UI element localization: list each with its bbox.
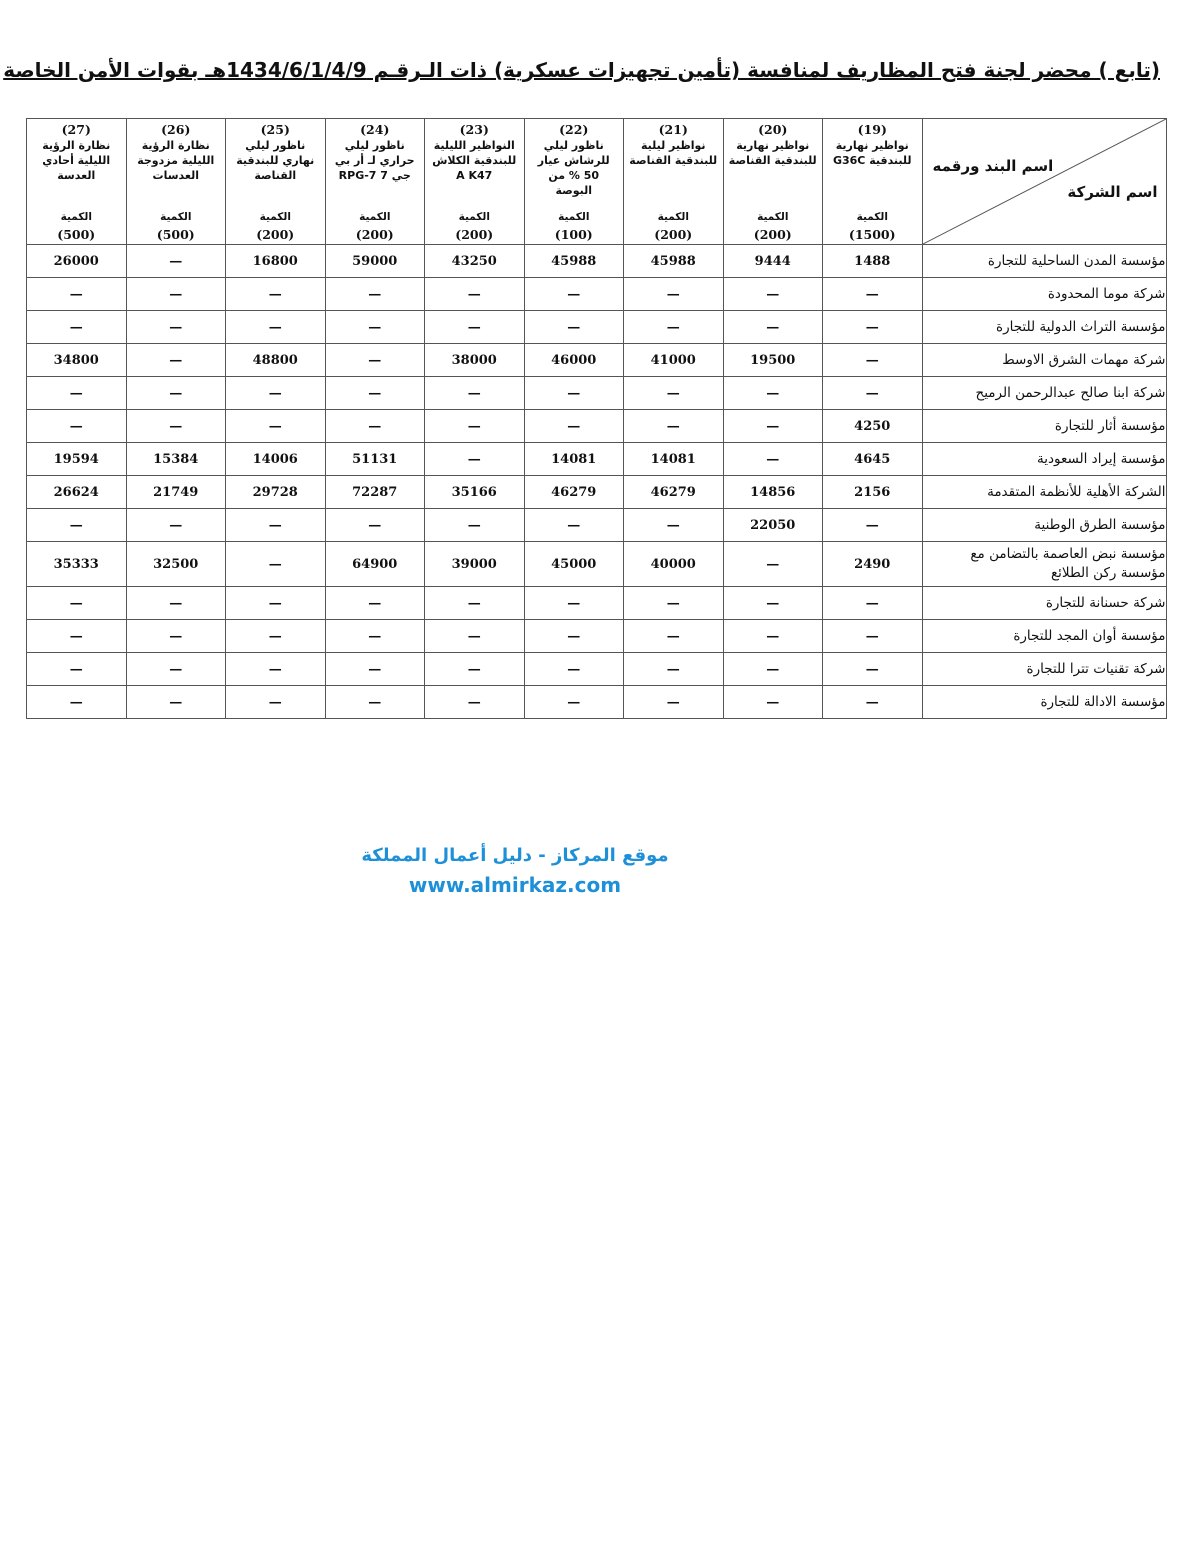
bid-value-cell: 64900 xyxy=(325,542,425,587)
bid-value-cell: — xyxy=(126,410,226,443)
bid-value-cell: 59000 xyxy=(325,245,425,278)
quantity-value: (200) xyxy=(753,227,792,242)
quantity-label: الكمية xyxy=(259,211,291,223)
company-name-cell: شركة تقنيات تترا للتجارة xyxy=(922,653,1166,686)
quantity-value: (500) xyxy=(57,227,96,242)
quantity-value: (200) xyxy=(256,227,295,242)
bid-value-cell: 72287 xyxy=(325,476,425,509)
table-row xyxy=(27,542,1167,587)
bid-value-cell: 29728 xyxy=(226,476,326,509)
bid-value-cell: — xyxy=(823,620,923,653)
item-number: (21) xyxy=(658,122,688,137)
bid-value-cell: — xyxy=(524,686,624,719)
bid-value-cell: 2490 xyxy=(823,542,923,587)
table-row xyxy=(27,509,1167,542)
bid-value-cell: 34800 xyxy=(27,344,127,377)
bid-value-cell: 19594 xyxy=(27,443,127,476)
header-corner-cell xyxy=(922,119,1166,245)
bid-value-cell: — xyxy=(226,509,326,542)
bid-value-cell: — xyxy=(624,620,724,653)
bid-value-cell: 1488 xyxy=(823,245,923,278)
bid-value-cell: — xyxy=(27,509,127,542)
bid-value-cell: — xyxy=(425,377,525,410)
bid-value-cell: 46000 xyxy=(524,344,624,377)
company-name-cell: شركة موما المحدودة xyxy=(922,278,1166,311)
bid-value-cell: — xyxy=(27,686,127,719)
bid-value-cell: 15384 xyxy=(126,443,226,476)
bid-value-cell: — xyxy=(226,587,326,620)
bid-value-cell: — xyxy=(723,587,823,620)
bid-value-cell: — xyxy=(27,311,127,344)
bid-value-cell: 43250 xyxy=(425,245,525,278)
item-number: (25) xyxy=(260,122,290,137)
table-row xyxy=(27,311,1167,344)
bid-value-cell: 51131 xyxy=(325,443,425,476)
bid-value-cell: — xyxy=(524,311,624,344)
bid-value-cell: — xyxy=(126,587,226,620)
bid-value-cell: — xyxy=(27,410,127,443)
bid-value-cell: — xyxy=(723,311,823,344)
bids-table xyxy=(26,118,1167,719)
bid-value-cell: — xyxy=(425,686,525,719)
bid-value-cell: — xyxy=(723,686,823,719)
bid-value-cell: — xyxy=(723,620,823,653)
bid-value-cell: — xyxy=(325,587,425,620)
bid-value-cell: 21749 xyxy=(126,476,226,509)
bid-value-cell: — xyxy=(425,620,525,653)
table-row xyxy=(27,245,1167,278)
website-name: موقع المركاز - دليل أعمال المملكة xyxy=(361,845,669,866)
table-row xyxy=(27,410,1167,443)
diagonal-divider xyxy=(923,119,1166,244)
item-header-cell xyxy=(27,119,127,245)
table-row xyxy=(27,587,1167,620)
item-description: ناظور ليلي للرشاش عيار 50 % من البوصة xyxy=(537,139,610,197)
quantity-label: الكمية xyxy=(558,211,590,223)
bid-value-cell: — xyxy=(126,653,226,686)
item-header-cell xyxy=(126,119,226,245)
bid-value-cell: — xyxy=(823,377,923,410)
bid-value-cell: 39000 xyxy=(425,542,525,587)
bid-value-cell: — xyxy=(126,311,226,344)
table-row xyxy=(27,443,1167,476)
item-description: ناظور ليلي نهاري للبندقية القناصة xyxy=(236,139,315,182)
bid-value-cell: — xyxy=(325,344,425,377)
bid-value-cell: — xyxy=(823,587,923,620)
item-name-header: اسم البند ورقمه xyxy=(932,157,1054,175)
bid-value-cell: 32500 xyxy=(126,542,226,587)
bid-value-cell: — xyxy=(27,587,127,620)
bid-value-cell: — xyxy=(425,443,525,476)
table-row xyxy=(27,278,1167,311)
bid-value-cell: — xyxy=(624,410,724,443)
bid-value-cell: — xyxy=(226,377,326,410)
item-number: (23) xyxy=(459,122,489,137)
item-description: نظارة الرؤية الليلية أحادي العدسة xyxy=(42,139,111,182)
website-url[interactable]: www.almirkaz.com xyxy=(408,873,622,897)
item-header-cell xyxy=(624,119,724,245)
company-name-cell: مؤسسة أثار للتجارة xyxy=(922,410,1166,443)
bid-value-cell: — xyxy=(425,653,525,686)
bid-value-cell: — xyxy=(325,410,425,443)
bid-value-cell: — xyxy=(325,311,425,344)
bid-value-cell: — xyxy=(524,410,624,443)
quantity-label: الكمية xyxy=(160,211,192,223)
bid-value-cell: 14081 xyxy=(624,443,724,476)
item-number: (22) xyxy=(559,122,589,137)
bid-value-cell: — xyxy=(524,509,624,542)
bid-value-cell: 35166 xyxy=(425,476,525,509)
bid-value-cell: — xyxy=(226,410,326,443)
bid-value-cell: — xyxy=(27,377,127,410)
bid-value-cell: — xyxy=(325,620,425,653)
bid-value-cell: — xyxy=(624,377,724,410)
quantity-label: الكمية xyxy=(657,211,689,223)
quantity-label: الكمية xyxy=(359,211,391,223)
bid-value-cell: — xyxy=(823,686,923,719)
company-name-cell: شركة مهمات الشرق الاوسط xyxy=(922,344,1166,377)
company-name-cell: مؤسسة أوان المجد للتجارة xyxy=(922,620,1166,653)
bid-value-cell: — xyxy=(325,653,425,686)
company-name-cell: الشركة الأهلية للأنظمة المتقدمة xyxy=(922,476,1166,509)
bid-value-cell: 4645 xyxy=(823,443,923,476)
bid-value-cell: — xyxy=(723,278,823,311)
bid-value-cell: — xyxy=(624,686,724,719)
quantity-label: الكمية xyxy=(856,211,888,223)
item-number: (27) xyxy=(61,122,91,137)
bid-value-cell: — xyxy=(126,686,226,719)
company-name-cell: مؤسسة المدن الساحلية للتجارة xyxy=(922,245,1166,278)
quantity-value: (500) xyxy=(156,227,195,242)
table-row xyxy=(27,620,1167,653)
bid-value-cell: — xyxy=(823,278,923,311)
bid-value-cell: — xyxy=(126,278,226,311)
bid-value-cell: — xyxy=(325,509,425,542)
bid-value-cell: 2156 xyxy=(823,476,923,509)
bid-value-cell: — xyxy=(624,509,724,542)
bid-value-cell: 45000 xyxy=(524,542,624,587)
company-name-cell: مؤسسة الطرق الوطنية xyxy=(922,509,1166,542)
website-footer xyxy=(300,842,730,900)
bid-value-cell: 14081 xyxy=(524,443,624,476)
company-name-cell: شركة ابنا صالح عبدالرحمن الرميح xyxy=(922,377,1166,410)
bid-value-cell: — xyxy=(126,509,226,542)
bid-value-cell: — xyxy=(524,620,624,653)
item-description: نظارة الرؤية الليلية مزدوجة العدسات xyxy=(137,139,215,182)
bid-value-cell: — xyxy=(823,344,923,377)
bid-value-cell: — xyxy=(126,344,226,377)
bid-value-cell: — xyxy=(425,587,525,620)
bid-value-cell: — xyxy=(425,509,525,542)
table-header-row xyxy=(27,119,1167,245)
company-name-cell: مؤسسة إيراد السعودية xyxy=(922,443,1166,476)
bid-value-cell: 38000 xyxy=(425,344,525,377)
item-header-cell xyxy=(425,119,525,245)
bid-value-cell: 46279 xyxy=(524,476,624,509)
quantity-value: (200) xyxy=(455,227,494,242)
bid-value-cell: 14006 xyxy=(226,443,326,476)
table-row xyxy=(27,476,1167,509)
bid-value-cell: 45988 xyxy=(624,245,724,278)
company-name-cell: شركة حسنانة للتجارة xyxy=(922,587,1166,620)
item-description: نواظير نهارية للبندقية G36C xyxy=(832,139,912,167)
item-description: نواظير نهارية للبندقية القناصة xyxy=(728,139,817,167)
bid-value-cell: 16800 xyxy=(226,245,326,278)
bid-value-cell: — xyxy=(126,245,226,278)
bid-value-cell: — xyxy=(723,410,823,443)
bid-value-cell: — xyxy=(425,410,525,443)
bid-value-cell: — xyxy=(226,542,326,587)
item-description: النواظير الليلية للبندقية الكلاش A K47 xyxy=(432,139,517,182)
bid-value-cell: — xyxy=(325,686,425,719)
item-header-cell xyxy=(723,119,823,245)
bid-value-cell: — xyxy=(723,653,823,686)
table-row xyxy=(27,377,1167,410)
table-body xyxy=(27,245,1167,719)
item-header-cell xyxy=(325,119,425,245)
company-name-header: اسم الشركة xyxy=(1067,183,1158,201)
table-row xyxy=(27,653,1167,686)
bid-value-cell: — xyxy=(27,278,127,311)
table-row xyxy=(27,686,1167,719)
bid-value-cell: — xyxy=(524,587,624,620)
bid-value-cell: 22050 xyxy=(723,509,823,542)
bid-value-cell: 40000 xyxy=(624,542,724,587)
bid-value-cell: — xyxy=(226,620,326,653)
bid-value-cell: — xyxy=(226,278,326,311)
bid-value-cell: 45988 xyxy=(524,245,624,278)
bid-value-cell: — xyxy=(27,653,127,686)
item-header-cell xyxy=(226,119,326,245)
item-number: (19) xyxy=(857,122,887,137)
bid-value-cell: — xyxy=(425,278,525,311)
bid-value-cell: — xyxy=(624,587,724,620)
quantity-value: (200) xyxy=(355,227,394,242)
bid-value-cell: — xyxy=(823,509,923,542)
table-row xyxy=(27,344,1167,377)
bid-value-cell: — xyxy=(723,443,823,476)
item-header-cell xyxy=(823,119,923,245)
bid-value-cell: — xyxy=(226,311,326,344)
bid-value-cell: 4250 xyxy=(823,410,923,443)
item-header-cell xyxy=(524,119,624,245)
bid-value-cell: — xyxy=(524,377,624,410)
bid-value-cell: 35333 xyxy=(27,542,127,587)
bid-value-cell: — xyxy=(723,377,823,410)
bid-value-cell: — xyxy=(325,377,425,410)
item-description: ناظور ليلي حراري لـ أر بي جي RPG-7 7 xyxy=(334,139,415,182)
quantity-label: الكمية xyxy=(60,211,92,223)
bid-value-cell: — xyxy=(624,653,724,686)
bid-value-cell: 41000 xyxy=(624,344,724,377)
bid-value-cell: 48800 xyxy=(226,344,326,377)
bid-value-cell: — xyxy=(325,278,425,311)
item-description: نواظير ليلية للبندقية القناصة xyxy=(629,139,718,167)
company-name-cell: مؤسسة الادالة للتجارة xyxy=(922,686,1166,719)
item-number: (20) xyxy=(758,122,788,137)
bid-value-cell: — xyxy=(723,542,823,587)
quantity-label: الكمية xyxy=(458,211,490,223)
bid-value-cell: — xyxy=(27,620,127,653)
bid-value-cell: 46279 xyxy=(624,476,724,509)
bid-value-cell: 19500 xyxy=(723,344,823,377)
bid-value-cell: — xyxy=(524,278,624,311)
company-name-cell: مؤسسة نبض العاصمة بالتضامن مع مؤسسة ركن الطلائع xyxy=(922,542,1166,587)
quantity-value: (100) xyxy=(554,227,593,242)
bid-value-cell: — xyxy=(226,686,326,719)
bid-value-cell: — xyxy=(823,653,923,686)
bid-value-cell: 14856 xyxy=(723,476,823,509)
bid-value-cell: — xyxy=(425,311,525,344)
bid-value-cell: — xyxy=(823,311,923,344)
quantity-value: (1500) xyxy=(848,227,896,242)
bid-value-cell: — xyxy=(624,311,724,344)
bid-value-cell: — xyxy=(524,653,624,686)
quantity-value: (200) xyxy=(654,227,693,242)
bid-value-cell: 26624 xyxy=(27,476,127,509)
bid-value-cell: — xyxy=(226,653,326,686)
company-name-cell: مؤسسة التراث الدولية للتجارة xyxy=(922,311,1166,344)
bid-value-cell: — xyxy=(126,620,226,653)
bid-value-cell: — xyxy=(624,278,724,311)
document-title: (تابع ) محضر لجنة فتح المظاريف لمنافسة (تأمين تجهيزات عسكرية) ذات الـرقـم 1434/6/1/4/9هـ بقوات الأمن الخاصة xyxy=(3,58,1160,82)
item-number: (26) xyxy=(161,122,191,137)
item-number: (24) xyxy=(360,122,390,137)
bid-value-cell: 26000 xyxy=(27,245,127,278)
quantity-label: الكمية xyxy=(757,211,789,223)
bid-value-cell: — xyxy=(126,377,226,410)
bid-value-cell: 9444 xyxy=(723,245,823,278)
